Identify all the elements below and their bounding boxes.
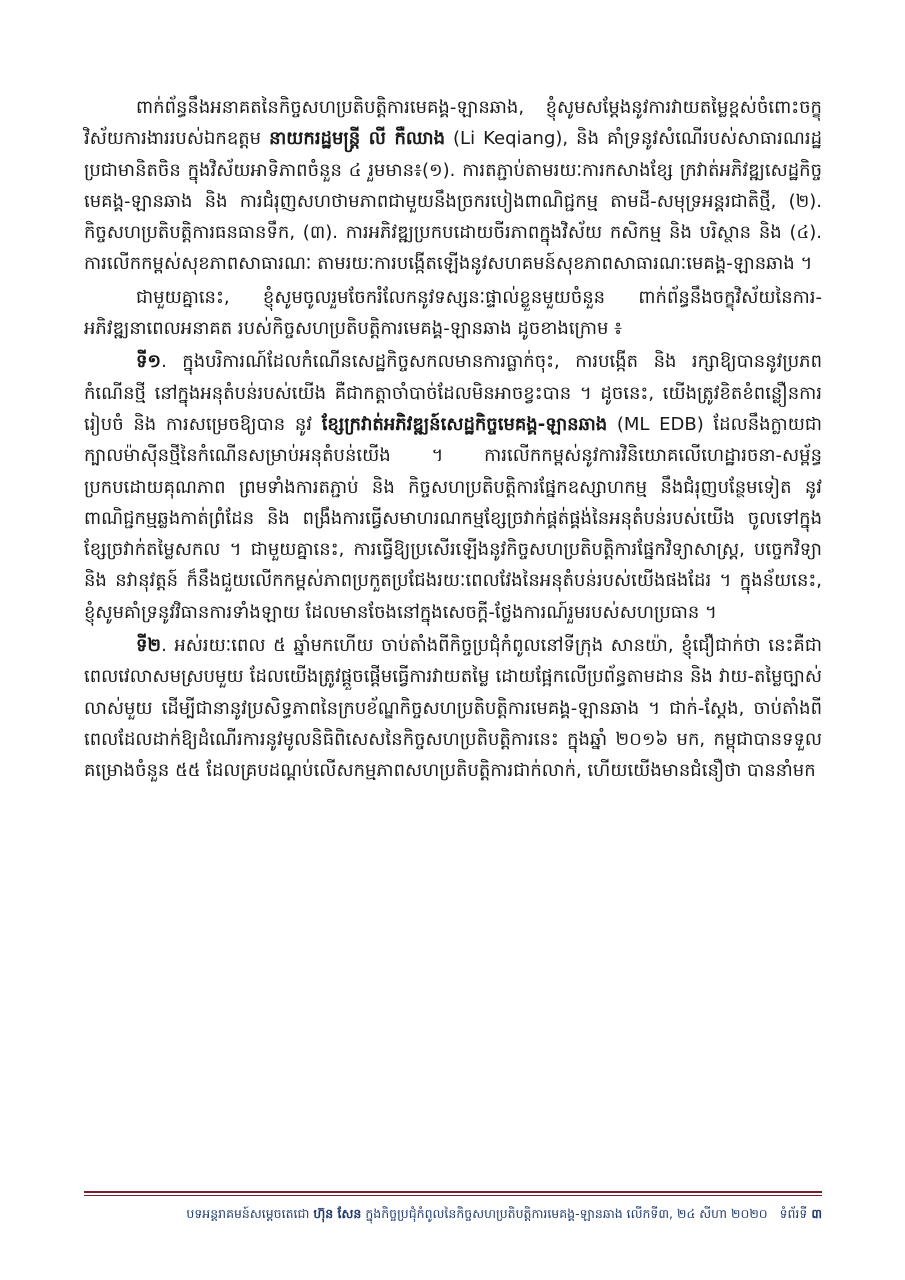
- text-segment: ពាក់ព័ន្ធនឹងអនាគតនៃកិច្ចសហប្រតិបត្តិការមេគង្គ-ឡានឆាង, ខ្ញុំសូមសម្តែងនូវការវាយតម្លៃខ្ពស់ចំពោះចក្ខុវិស័យការងាររបស់ឯកឧត្តម: [84, 97, 822, 150]
- footer-prefix: បទអន្តរាគមន៍សម្តេចតេជោ: [186, 1206, 314, 1221]
- footer-divider-thin: [84, 1195, 822, 1196]
- paragraph-point-2: [84, 630, 822, 786]
- paragraph-share: [84, 282, 822, 345]
- paragraph-intro: [84, 92, 822, 280]
- footer-speaker-name: ហ៊ុន សែន: [313, 1206, 362, 1221]
- footer-page-label: ទំព័រទី: [779, 1206, 812, 1221]
- point-1-label: ទី១: [136, 351, 162, 373]
- economic-belt-title: ខ្សែក្រវាត់អភិវឌ្ឍន៍សេដ្ឋកិច្ចមេគង្គ-ឡានឆាង: [321, 413, 608, 435]
- footer-page-number: ៣: [811, 1206, 822, 1221]
- text-segment: . ក្នុងបរិការណ៍ដែលកំណើនសេដ្ឋកិច្ចសកលមានការធ្លាក់ចុះ, ការបង្កើត និង រក្សាឱ្យបាននូវប្រភពកំណើនថ្មី នៅក្នុងអនុតំបន់របស់យើង គឺជាកត្តាចាំបាច់ដែលមិនអាចខ្វះបាន ។ ដូចនេះ, យើងត្រូវខិតខំពន្លឿនការរៀបចំ និង ការសម្រេចឱ្យបាន នូវ: [84, 351, 822, 435]
- page-footer: [84, 1206, 822, 1225]
- paragraph-point-1: [84, 346, 822, 628]
- footer-event: ក្នុងកិច្ចប្រជុំកំពូលនៃកិច្ចសហប្រតិបត្តិការមេគង្គ-ឡានឆាង លើកទី៣, ២៤ សីហា ២០២០: [361, 1206, 768, 1221]
- point-2-label: ទី២: [136, 635, 162, 657]
- text-segment: (Li Keqiang), និង គាំទ្រនូវសំណើរបស់សាធារណរដ្ឋប្រជាមានិតចិន ក្នុងវិស័យអាទិភាពចំនួន ៤ រួមមាន៖(១). ការតភ្ជាប់តាមរយៈការកសាងខ្សែ ក្រវាត់អភិវឌ្ឍសេដ្ឋកិច្ចមេគង្គ-ឡានឆាង និង ការជំរុញសហថាមភាពជាមួយនឹងច្រករបៀងពាណិជ្ជកម្ម តាមដី-សមុទ្រអន្តរជាតិថ្មី, (២). កិច្ចសហប្រតិបត្តិការធនធានទឹក, (៣). ការអភិវឌ្ឍប្រកបដោយចីរភាពក្នុងវិស័យ កសិកម្ម និង បរិស្ថាន និង (៤). ការលើកកម្ពស់សុខភាពសាធារណៈ តាមរយៈការបង្កើតឡើងនូវសហគមន៍សុខភាពសាធារណៈមេគង្គ-ឡានឆាង ។: [84, 128, 822, 275]
- prime-minister-name: នាយករដ្ឋមន្ត្រី លី កឺឈាង: [269, 128, 445, 150]
- body-text: [84, 92, 822, 787]
- text-segment: ជាមួយគ្នានេះ, ខ្ញុំសូមចូលរួមចែករំលែកនូវទស្សនៈផ្ទាល់ខ្លួនមួយចំនួន ពាក់ព័ន្ធនឹងចក្ខុវិស័យនៃការ-អភិវឌ្ឍនាពេលអនាគត របស់កិច្ចសហប្រតិបត្តិការមេគង្គ-ឡានឆាង ដូចខាងក្រោម ៖: [84, 286, 822, 340]
- text-segment: . អស់រយៈពេល ៥ ឆ្នាំមកហើយ ចាប់តាំងពីកិច្ចប្រជុំកំពូលនៅទីក្រុង សានយ៉ា, ខ្ញុំជឿជាក់ថា នេះគឺជាពេលវេលាសមស្របមួយ ដែលយើងត្រូវផ្តួចផ្តើមធ្វើការវាយតម្លៃ ដោយផ្អែកលើប្រព័ន្ធតាមដាន និង វាយ-តម្លៃច្បាស់លាស់មួយ ដើម្បីជានានូវប្រសិទ្ធភាពនៃក្របខ័ណ្ឌកិច្ចសហប្រតិបត្តិការមេគង្គ-ឡានឆាង ។ ជាក់-ស្តែង, ចាប់តាំងពីពេលដែលដាក់ឱ្យដំណើរការនូវមូលនិធិពិសេសនៃកិច្ចសហប្រតិបត្តិការនេះ ក្នុងឆ្នាំ ២០១៦ មក, កម្ពុជាបានទទួលគម្រោងចំនួន ៥៥ ដែលគ្របដណ្តប់លើសកម្មភាពសហប្រតិបត្តិការជាក់លាក់, ហើយយើងមានជំនឿថា បាននាំមក: [84, 635, 822, 782]
- text-segment: (ML EDB) ដែលនឹងក្លាយជាក្បាលម៉ាស៊ីនថ្មីនៃកំណើនសម្រាប់អនុតំបន់យើង ។ ការលើកកម្ពស់នូវការវិនិយោគលើហេដ្ឋារចនា-សម្ព័ន្ធប្រកបដោយគុណភាព ព្រមទាំងការតភ្ជាប់ និង កិច្ចសហប្រតិបត្តិការផ្នែកឧស្សាហកម្ម នឹងជំរុញបន្ថែមទៀត នូវពាណិជ្ជកម្មឆ្លងកាត់ព្រំដែន និង ពង្រឹងការធ្វើសមាហរណកម្មខ្សែច្រវាក់ផ្គត់ផ្គង់នៃអនុតំបន់របស់យើង ចូលទៅក្នុងខ្សែច្រវាក់តម្លៃសកល ។ ជាមួយគ្នានេះ, ការធ្វើឱ្យប្រសើរឡើងនូវកិច្ចសហប្រតិបត្តិការផ្នែកវិទ្យាសាស្រ្ត, បច្ចេកវិទ្យា និង នវានុវត្តន៍ ក៏នឹងជួយលើកកម្ពស់ភាពប្រកួតប្រជែងរយៈពេលវែងនៃអនុតំបន់របស់យើងផងដែរ ។ ក្នុងន័យនេះ, ខ្ញុំសូមគាំទ្រនូវវិធានការទាំងឡាយ ដែលមានចែងនៅក្នុងសេចក្តី-ថ្លែងការណ៍រួមរបស់សហប្រធាន ។: [84, 413, 822, 623]
- footer-divider: [84, 1191, 822, 1193]
